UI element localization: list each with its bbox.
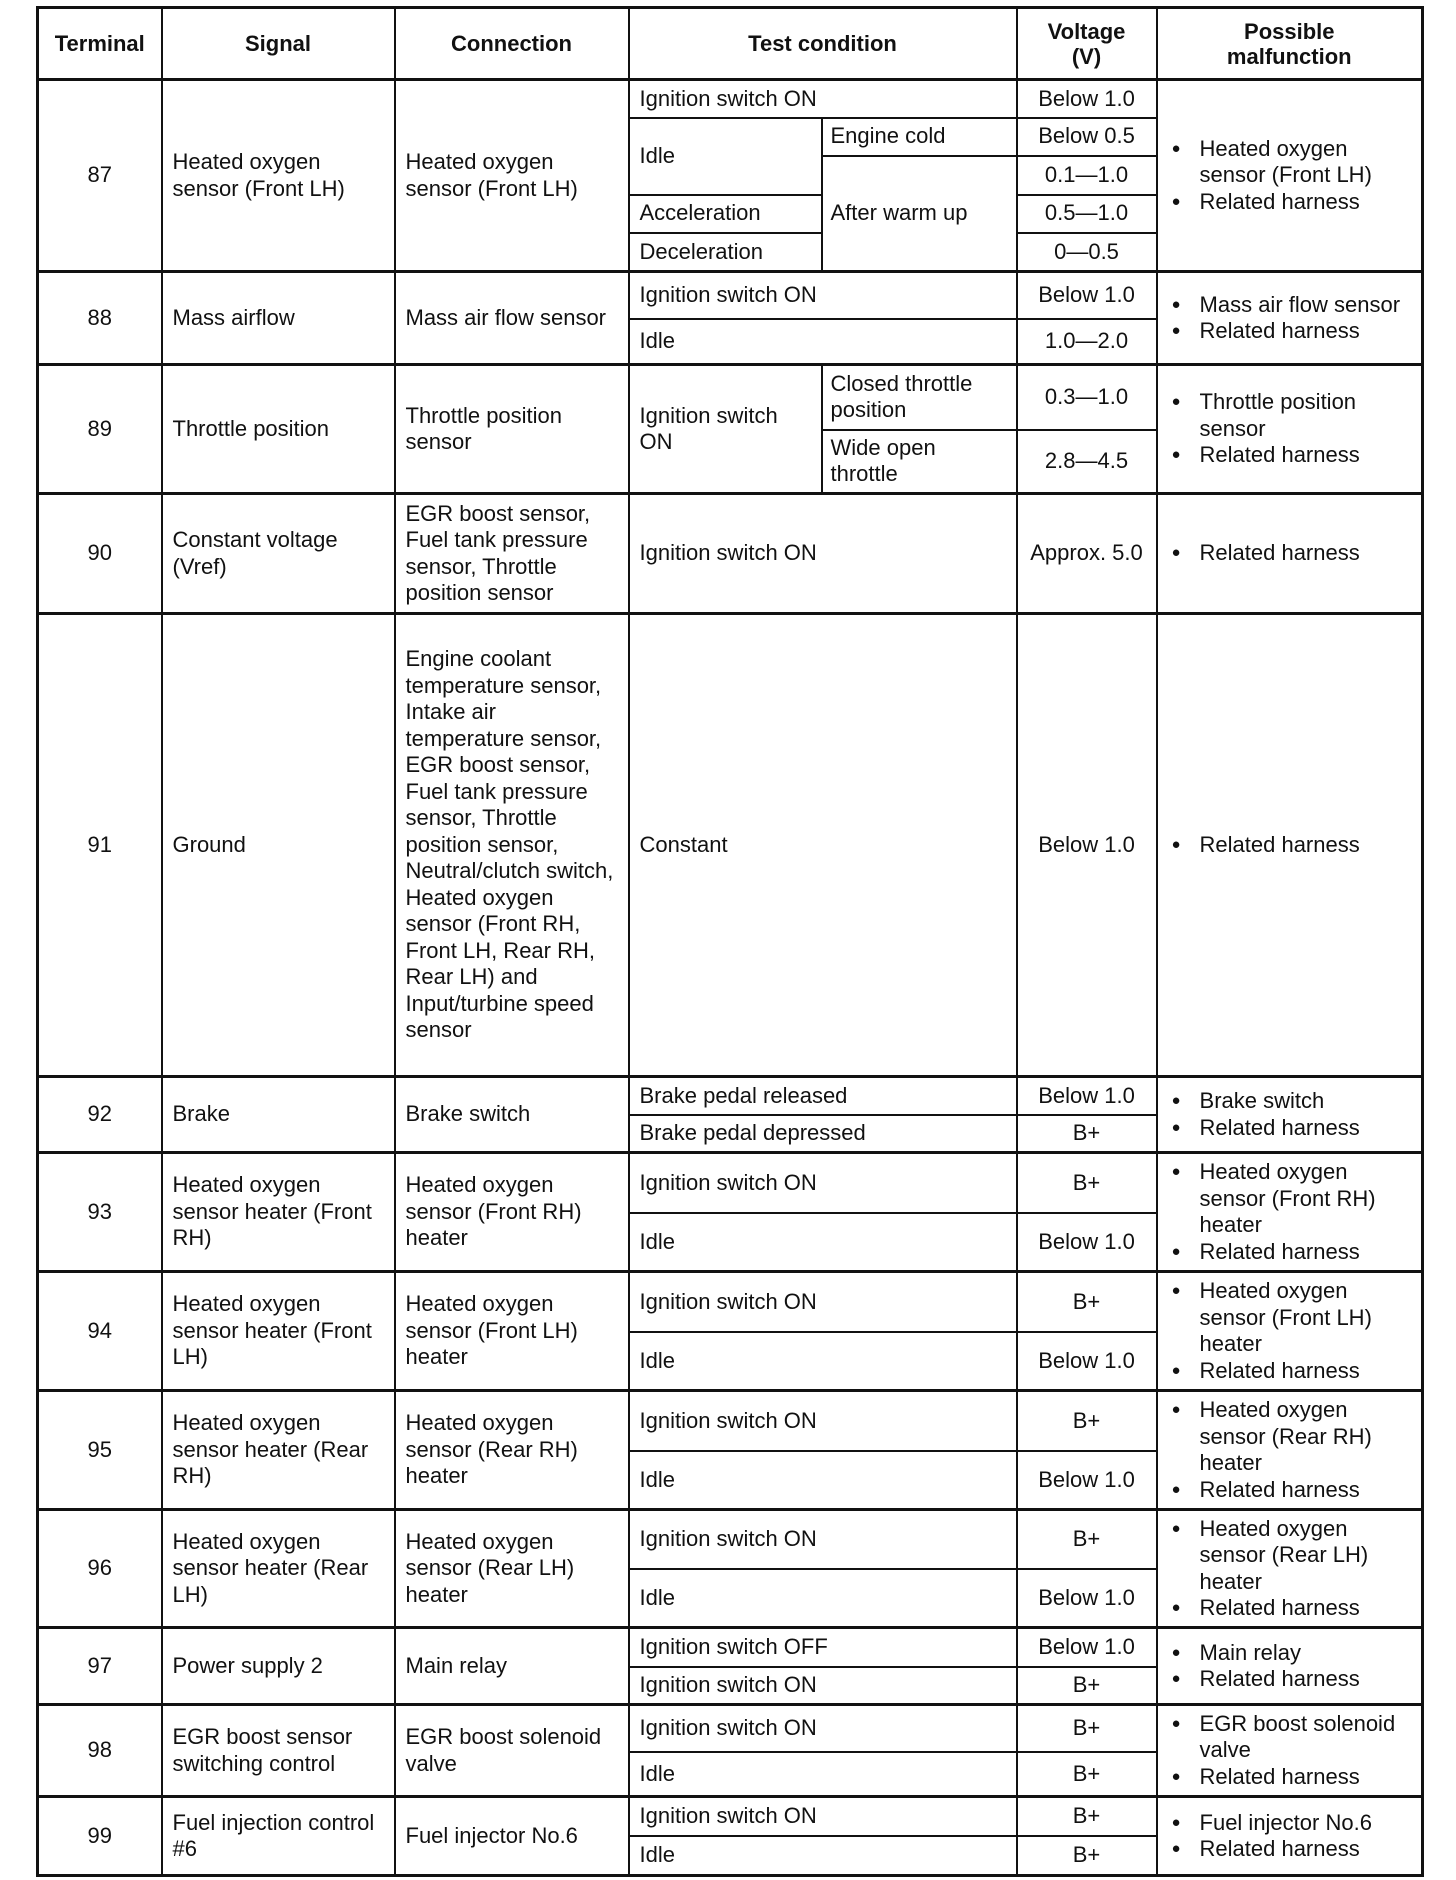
malfunction-list — [1168, 1640, 1412, 1693]
voltage-cell: Below 0.5 — [1017, 118, 1157, 156]
malfunction-list — [1168, 832, 1412, 859]
test-sub-condition-cell: Closed throttle position — [822, 365, 1017, 430]
voltage-cell: B+ — [1017, 1797, 1157, 1836]
voltage-cell: 0.3—1.0 — [1017, 365, 1157, 430]
voltage-cell: 0—0.5 — [1017, 233, 1157, 272]
terminal-cell: 98 — [38, 1705, 162, 1797]
signal-cell: Fuel injection control #6 — [162, 1797, 395, 1876]
malfunction-item: ● Related harness — [1168, 1239, 1412, 1266]
malfunction-cell — [1157, 1391, 1423, 1510]
connection-cell: Heated oxygen sensor (Rear RH) heater — [395, 1391, 629, 1510]
malfunction-item: ● Related harness — [1168, 1115, 1412, 1142]
malfunction-item: ● Mass air flow sensor — [1168, 292, 1412, 319]
test-condition-cell: Ignition switch ON — [629, 1705, 1017, 1752]
test-condition-cell: Ignition switch ON — [629, 1667, 1017, 1705]
test-sub-condition-cell: Wide open throttle — [822, 430, 1017, 494]
malfunction-item: ● Fuel injector No.6 — [1168, 1810, 1412, 1837]
malfunction-cell — [1157, 1272, 1423, 1391]
malfunction-list — [1168, 1088, 1412, 1141]
malfunction-cell — [1157, 494, 1423, 614]
malfunction-item: ● Related harness — [1168, 442, 1412, 469]
malfunction-cell — [1157, 1077, 1423, 1153]
voltage-cell: B+ — [1017, 1272, 1157, 1332]
malfunction-list — [1168, 1397, 1412, 1503]
voltage-cell: B+ — [1017, 1510, 1157, 1569]
malfunction-item: ● Heated oxygen sensor (Front LH) — [1168, 136, 1412, 189]
table-row — [38, 1628, 1423, 1667]
connection-cell: Throttle position sensor — [395, 365, 629, 494]
malfunction-cell — [1157, 614, 1423, 1077]
malfunction-item: ● Throttle position sensor — [1168, 389, 1412, 442]
test-condition-cell: Ignition switch ON — [629, 272, 1017, 319]
voltage-cell: Below 1.0 — [1017, 80, 1157, 118]
voltage-cell: Below 1.0 — [1017, 1077, 1157, 1115]
malfunction-cell — [1157, 1705, 1423, 1797]
malfunction-list — [1168, 1278, 1412, 1384]
test-condition-cell: Deceleration — [629, 233, 822, 272]
terminal-cell: 96 — [38, 1510, 162, 1628]
malfunction-item: ● Heated oxygen sensor (Front LH) heater — [1168, 1278, 1412, 1358]
voltage-cell: 0.1—1.0 — [1017, 156, 1157, 195]
signal-cell: Power supply 2 — [162, 1628, 395, 1705]
test-condition-cell: Idle — [629, 1332, 1017, 1391]
malfunction-cell — [1157, 272, 1423, 365]
malfunction-list — [1168, 540, 1412, 567]
terminal-cell: 93 — [38, 1153, 162, 1272]
test-condition-cell: Idle — [629, 319, 1017, 365]
signal-cell: EGR boost sensor switching control — [162, 1705, 395, 1797]
malfunction-item: ● Heated oxygen sensor (Rear LH) heater — [1168, 1516, 1412, 1596]
signal-cell: Heated oxygen sensor heater (Front LH) — [162, 1272, 395, 1391]
connection-cell: Heated oxygen sensor (Front RH) heater — [395, 1153, 629, 1272]
signal-cell: Constant voltage (Vref) — [162, 494, 395, 614]
header-test-condition: Test condition — [629, 8, 1017, 80]
voltage-cell: Below 1.0 — [1017, 1628, 1157, 1667]
terminal-cell: 97 — [38, 1628, 162, 1705]
malfunction-cell — [1157, 1797, 1423, 1876]
voltage-cell: Approx. 5.0 — [1017, 494, 1157, 614]
table-row — [38, 365, 1423, 430]
header-connection: Connection — [395, 8, 629, 80]
terminal-cell: 94 — [38, 1272, 162, 1391]
connection-cell: Heated oxygen sensor (Front LH) — [395, 80, 629, 272]
malfunction-item: ● Heated oxygen sensor (Rear RH) heater — [1168, 1397, 1412, 1477]
voltage-cell: Below 1.0 — [1017, 1569, 1157, 1628]
table-row — [38, 272, 1423, 319]
malfunction-item: ● Related harness — [1168, 1764, 1412, 1791]
connection-cell: EGR boost solenoid valve — [395, 1705, 629, 1797]
malfunction-item: ● Related harness — [1168, 832, 1412, 859]
malfunction-list — [1168, 1711, 1412, 1791]
connection-cell: EGR boost sensor, Fuel tank pressure sensor, Throttle position sensor — [395, 494, 629, 614]
test-condition-cell: Acceleration — [629, 195, 822, 233]
voltage-cell: Below 1.0 — [1017, 272, 1157, 319]
header-row — [38, 8, 1423, 80]
malfunction-list — [1168, 1159, 1412, 1265]
test-condition-cell: Idle — [629, 1213, 1017, 1272]
malfunction-item: ● Heated oxygen sensor (Front RH) heater — [1168, 1159, 1412, 1239]
malfunction-list — [1168, 1516, 1412, 1622]
signal-cell: Throttle position — [162, 365, 395, 494]
terminal-cell: 95 — [38, 1391, 162, 1510]
malfunction-list — [1168, 389, 1412, 469]
test-condition-cell: Brake pedal released — [629, 1077, 1017, 1115]
voltage-cell: B+ — [1017, 1391, 1157, 1451]
signal-cell: Mass airflow — [162, 272, 395, 365]
voltage-cell: 0.5—1.0 — [1017, 195, 1157, 233]
table-row — [38, 1153, 1423, 1213]
malfunction-item: ● Main relay — [1168, 1640, 1412, 1667]
malfunction-cell — [1157, 1153, 1423, 1272]
test-condition-cell: Ignition switch ON — [629, 1391, 1017, 1451]
terminal-cell: 91 — [38, 614, 162, 1077]
test-condition-cell: Brake pedal depressed — [629, 1115, 1017, 1153]
signal-cell: Heated oxygen sensor heater (Front RH) — [162, 1153, 395, 1272]
malfunction-list — [1168, 136, 1412, 216]
table-row — [38, 1797, 1423, 1836]
voltage-cell: 2.8—4.5 — [1017, 430, 1157, 494]
malfunction-item: ● Brake switch — [1168, 1088, 1412, 1115]
test-condition-cell: Ignition switch ON — [629, 1797, 1017, 1836]
voltage-cell: Below 1.0 — [1017, 614, 1157, 1077]
header-signal: Signal — [162, 8, 395, 80]
connection-cell: Fuel injector No.6 — [395, 1797, 629, 1876]
malfunction-item: ● Related harness — [1168, 1358, 1412, 1385]
table-row — [38, 1077, 1423, 1115]
terminal-cell: 89 — [38, 365, 162, 494]
malfunction-list — [1168, 292, 1412, 345]
signal-cell: Ground — [162, 614, 395, 1077]
voltage-cell: 1.0—2.0 — [1017, 319, 1157, 365]
malfunction-item: ● Related harness — [1168, 1666, 1412, 1693]
malfunction-item: ● Related harness — [1168, 189, 1412, 216]
connection-cell: Heated oxygen sensor (Rear LH) heater — [395, 1510, 629, 1628]
table-row — [38, 80, 1423, 118]
test-condition-cell: Ignition switch ON — [629, 1153, 1017, 1213]
malfunction-cell — [1157, 80, 1423, 272]
malfunction-item: ● Related harness — [1168, 318, 1412, 345]
terminal-cell: 88 — [38, 272, 162, 365]
malfunction-item: ● Related harness — [1168, 1595, 1412, 1622]
connection-cell: Mass air flow sensor — [395, 272, 629, 365]
voltage-cell: Below 1.0 — [1017, 1451, 1157, 1510]
voltage-cell: B+ — [1017, 1752, 1157, 1797]
test-condition-cell: Idle — [629, 1836, 1017, 1876]
malfunction-item: ● Related harness — [1168, 540, 1412, 567]
voltage-cell: B+ — [1017, 1153, 1157, 1213]
test-condition-cell: Idle — [629, 118, 822, 195]
header-terminal: Terminal — [38, 8, 162, 80]
signal-cell: Heated oxygen sensor heater (Rear RH) — [162, 1391, 395, 1510]
terminal-cell: 99 — [38, 1797, 162, 1876]
malfunction-item: ● Related harness — [1168, 1836, 1412, 1863]
test-sub-condition-cell: After warm up — [822, 156, 1017, 272]
header-malfunction: Possible malfunction — [1157, 8, 1423, 80]
terminal-cell: 92 — [38, 1077, 162, 1153]
malfunction-cell — [1157, 365, 1423, 494]
test-condition-cell: Idle — [629, 1752, 1017, 1797]
terminal-cell: 87 — [38, 80, 162, 272]
test-condition-cell: Ignition switch ON — [629, 1510, 1017, 1569]
table-row — [38, 614, 1423, 1077]
test-sub-condition-cell: Engine cold — [822, 118, 1017, 156]
test-condition-cell: Ignition switch ON — [629, 80, 1017, 118]
table-row — [38, 1705, 1423, 1752]
voltage-cell: B+ — [1017, 1115, 1157, 1153]
malfunction-cell — [1157, 1628, 1423, 1705]
malfunction-cell — [1157, 1510, 1423, 1628]
signal-cell: Brake — [162, 1077, 395, 1153]
test-condition-cell: Constant — [629, 614, 1017, 1077]
connection-cell: Heated oxygen sensor (Front LH) heater — [395, 1272, 629, 1391]
test-condition-cell: Ignition switch ON — [629, 494, 1017, 614]
voltage-cell: B+ — [1017, 1836, 1157, 1876]
table-row — [38, 1510, 1423, 1569]
voltage-cell: B+ — [1017, 1705, 1157, 1752]
table-row — [38, 1272, 1423, 1332]
voltage-cell: Below 1.0 — [1017, 1332, 1157, 1391]
signal-cell: Heated oxygen sensor heater (Rear LH) — [162, 1510, 395, 1628]
malfunction-list — [1168, 1810, 1412, 1863]
voltage-cell: Below 1.0 — [1017, 1213, 1157, 1272]
signal-cell: Heated oxygen sensor (Front LH) — [162, 80, 395, 272]
test-condition-cell: Idle — [629, 1569, 1017, 1628]
connection-cell: Main relay — [395, 1628, 629, 1705]
header-voltage: Voltage (V) — [1017, 8, 1157, 80]
malfunction-item: ● Related harness — [1168, 1477, 1412, 1504]
connection-cell: Brake switch — [395, 1077, 629, 1153]
test-condition-cell: Idle — [629, 1451, 1017, 1510]
test-condition-cell: Ignition switch ON — [629, 1272, 1017, 1332]
table-row — [38, 494, 1423, 614]
malfunction-item: ● EGR boost solenoid valve — [1168, 1711, 1412, 1764]
table-row — [38, 1391, 1423, 1451]
voltage-cell: B+ — [1017, 1667, 1157, 1705]
terminal-cell: 90 — [38, 494, 162, 614]
connection-cell: Engine coolant temperature sensor, Intake air temperature sensor, EGR boost sensor, Fuel tank pressure sensor, Throttle position sensor, Neutral/clutch switch, Heated oxygen sensor (Front RH, Front LH, Rear RH, Rear LH) and Input/turbine speed sensor — [395, 614, 629, 1077]
test-condition-cell: Ignition switch OFF — [629, 1628, 1017, 1667]
test-condition-cell: Ignition switch ON — [629, 365, 822, 494]
ecm-terminal-table — [36, 6, 1424, 1877]
